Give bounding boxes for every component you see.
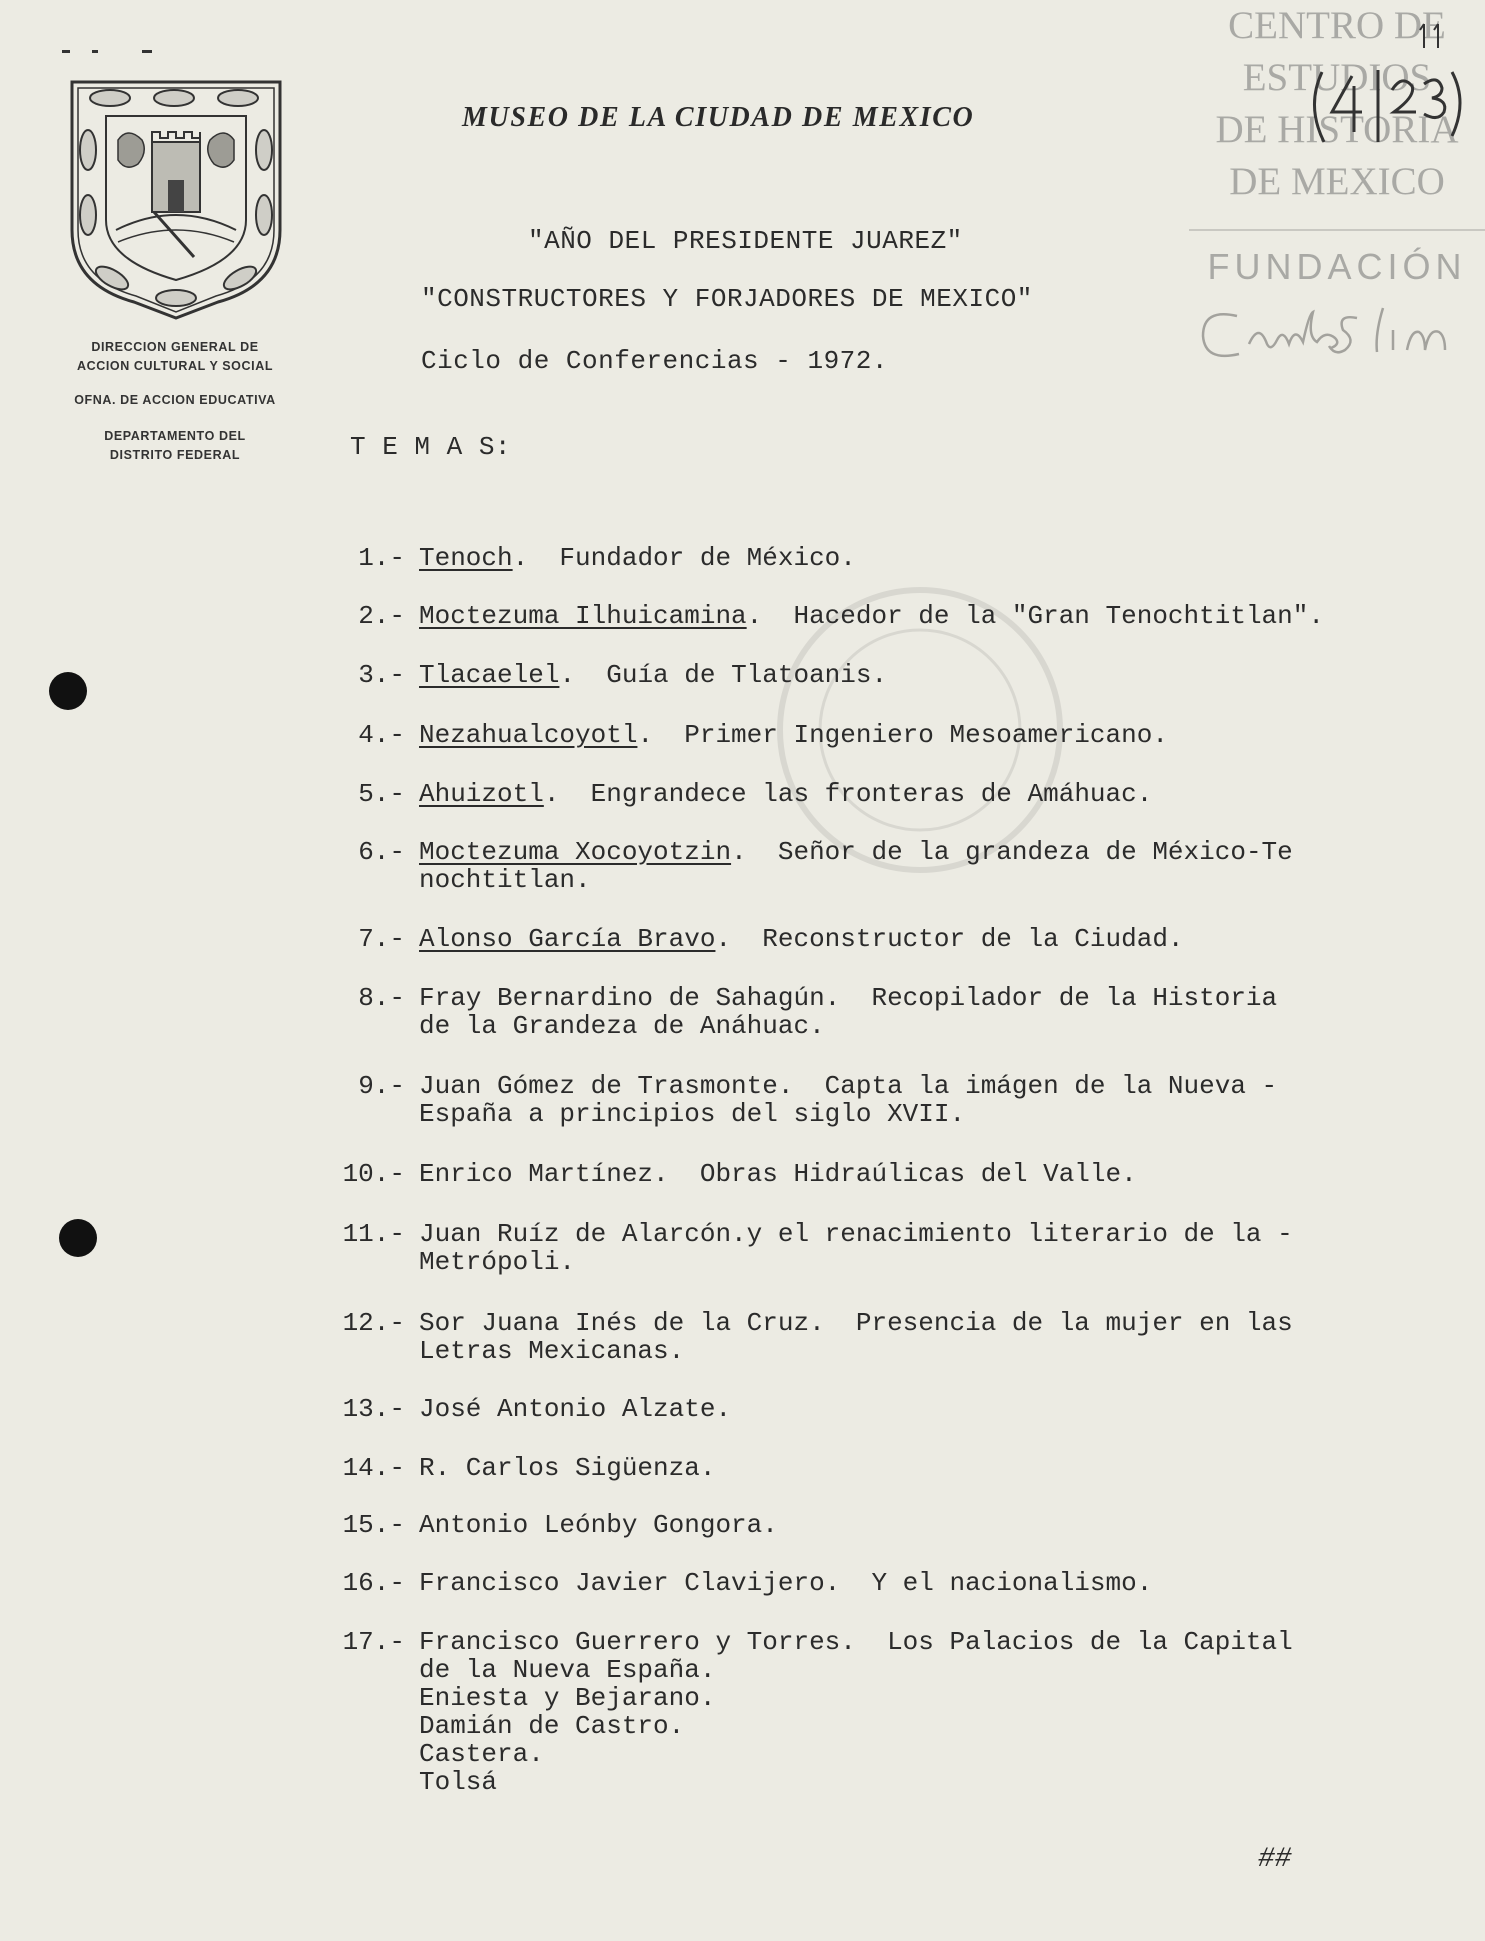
archive-stamp: [1189, 0, 1485, 370]
topic-description: . Primer Ingeniero Mesoamericano.: [637, 720, 1168, 750]
stamp-line-4: DE MEXICO: [1229, 160, 1445, 203]
signature-icon: [1197, 300, 1482, 364]
topic-description: Juan Ruíz de Alarcón.y el renacimiento literario de la - Metrópoli.: [419, 1219, 1293, 1277]
topic-description: R. Carlos Sigüenza.: [419, 1453, 716, 1483]
series-title: "CONSTRUCTORES Y FORJADORES DE MEXICO": [421, 284, 1033, 314]
topic-text: [419, 1395, 1449, 1423]
topic-description: Sor Juana Inés de la Cruz. Presencia de la mujer en las Letras Mexicanas.: [419, 1308, 1293, 1366]
museum-title: MUSEO DE LA CIUDAD DE MEXICO: [462, 102, 975, 133]
handwritten-folio-icon: [1308, 66, 1468, 146]
topic-number: 1.-: [358, 543, 405, 573]
handwritten-page-mark-icon: [1418, 20, 1448, 50]
topic-text: [419, 1072, 1449, 1128]
topic-text: [419, 661, 1449, 689]
topic-person-name: Ahuizotl: [419, 779, 544, 809]
topic-text: [419, 1220, 1449, 1276]
topic-text: [419, 602, 1449, 630]
topic-number: 2.-: [358, 601, 405, 631]
topic-person-name: Alonso García Bravo: [419, 924, 716, 954]
topic-description: . Guía de Tlatoanis.: [559, 660, 888, 690]
dept-line-2: ACCION CULTURAL Y SOCIAL: [76, 359, 274, 373]
topic-description: Enrico Martínez. Obras Hidraúlicas del Valle.: [419, 1159, 1137, 1189]
stamp-line-3: DE HISTORIA: [1215, 108, 1459, 151]
coat-of-arms-icon: [68, 80, 284, 320]
stamp-foundation: FUNDACIÓN: [1207, 246, 1467, 287]
topic-description: Francisco Javier Clavijero. Y el nacionalismo.: [419, 1568, 1153, 1598]
topic-description: . Fundador de México.: [512, 543, 856, 573]
topic-person-name: Tenoch: [419, 543, 513, 573]
topic-text: [419, 1511, 1449, 1539]
topic-text: [419, 1309, 1449, 1365]
topic-number: 5.-: [358, 779, 405, 809]
topic-number: 6.-: [358, 837, 405, 867]
topic-number: 11.-: [342, 1219, 405, 1249]
topic-number: 4.-: [358, 720, 405, 750]
topic-number: 15.-: [342, 1510, 405, 1540]
top-margin-mark: [62, 50, 152, 54]
topic-person-name: Moctezuma Ilhuicamina: [419, 601, 747, 631]
punch-hole: [49, 672, 87, 710]
topic-description: Juan Gómez de Trasmonte. Capta la imágen de la Nueva - España a principios del siglo XVII.: [419, 1071, 1278, 1129]
topic-text: [419, 984, 1449, 1040]
conference-cycle: Ciclo de Conferencias - 1972.: [421, 346, 888, 376]
topic-text: [419, 1569, 1449, 1597]
topic-text: [419, 1454, 1449, 1482]
topic-number: 13.-: [342, 1394, 405, 1424]
stamp-line-2: ESTUDIOS: [1242, 56, 1432, 99]
topic-person-name: Nezahualcoyotl: [419, 720, 638, 750]
topic-number: 7.-: [358, 924, 405, 954]
topic-number: 3.-: [358, 660, 405, 690]
topic-text: [419, 721, 1449, 749]
district-line-1: DEPARTAMENTO DEL: [104, 429, 246, 443]
topics-heading: T E M A S:: [350, 432, 512, 462]
topic-description: . Señor de la grandeza de México-Te nochtitlan.: [419, 837, 1293, 895]
topic-number: 12.-: [342, 1308, 405, 1338]
topic-person-name: Tlacaelel: [419, 660, 560, 690]
topic-text: [419, 1628, 1449, 1796]
topic-text: [419, 780, 1449, 808]
punch-hole: [59, 1219, 97, 1257]
topic-text: [419, 925, 1449, 953]
topic-number: 9.-: [358, 1071, 405, 1101]
topic-person-name: Moctezuma Xocoyotzin: [419, 837, 732, 867]
topic-text: [419, 838, 1449, 894]
topic-description: . Hacedor de la "Gran Tenochtitlan".: [746, 601, 1324, 631]
topic-number: 17.-: [342, 1627, 405, 1657]
topic-text: [419, 544, 1449, 572]
topic-number: 8.-: [358, 983, 405, 1013]
topic-description: . Reconstructor de la Ciudad.: [715, 924, 1184, 954]
topic-description: Francisco Guerrero y Torres. Los Palacios de la Capital de la Nueva España. Eniesta y Bejarano. Damián de Castro. Castera. Tolsá: [419, 1627, 1293, 1797]
office-line: OFNA. DE ACCION EDUCATIVA: [74, 393, 276, 407]
topic-text: [419, 1160, 1449, 1188]
topic-number: 10.-: [342, 1159, 405, 1189]
topic-description: Fray Bernardino de Sahagún. Recopilador de la Historia de la Grandeza de Anáhuac.: [419, 983, 1278, 1041]
stamp-line-1: CENTRO DE: [1228, 4, 1446, 47]
topic-description: . Engrandece las fronteras de Amáhuac.: [543, 779, 1153, 809]
topic-description: José Antonio Alzate.: [419, 1394, 732, 1424]
district-line-2: DISTRITO FEDERAL: [109, 448, 241, 462]
topic-number: 16.-: [342, 1568, 405, 1598]
year-motto: "AÑO DEL PRESIDENTE JUAREZ": [528, 226, 963, 256]
topic-number: 14.-: [342, 1453, 405, 1483]
dept-line-1: DIRECCION GENERAL DE: [91, 340, 259, 354]
end-mark: ##: [1258, 1844, 1292, 1875]
stamp-divider: [1189, 229, 1485, 231]
topic-description: Antonio Leónby Gongora.: [419, 1510, 778, 1540]
